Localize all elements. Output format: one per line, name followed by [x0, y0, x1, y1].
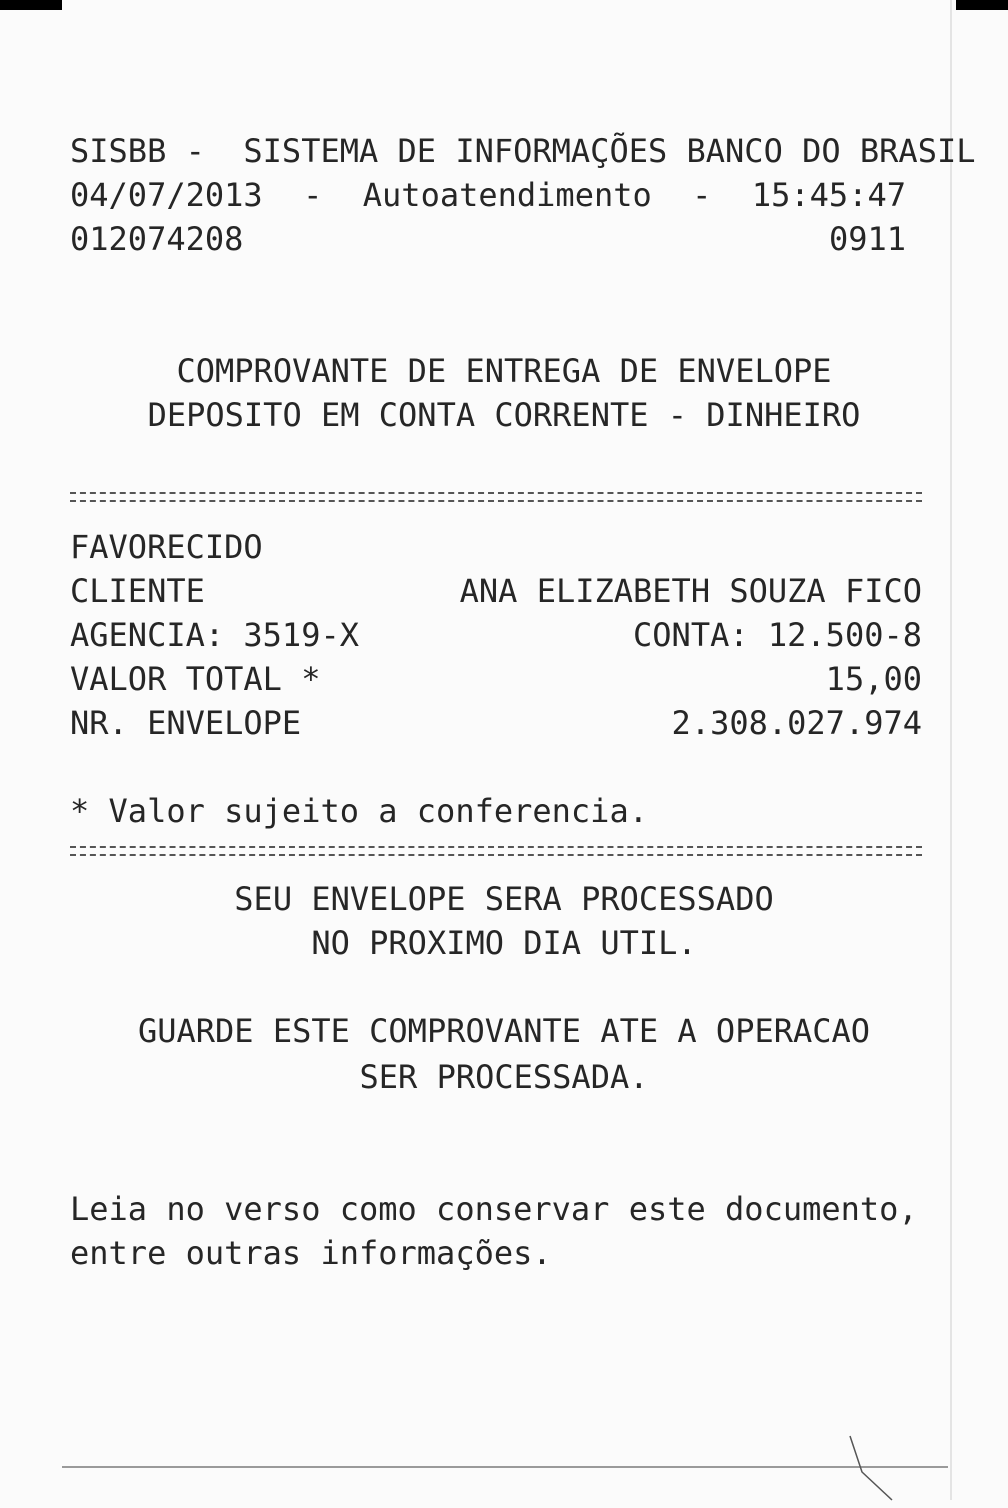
footer-line-2: entre outras informações. [70, 1234, 552, 1272]
envelope-row [70, 700, 922, 746]
sequence-code: 0911 [828, 220, 906, 258]
separator-line [70, 846, 922, 856]
paper-edge [950, 0, 952, 1500]
valor-row [70, 656, 922, 702]
paper-tear-mark [844, 1432, 896, 1502]
separator-line [70, 492, 922, 502]
header-system-line: SISBB - SISTEMA DE INFORMAÇÕES BANCO DO BRASIL [70, 132, 976, 170]
channel-name: Autoatendimento [362, 176, 652, 214]
keep-line-2: SER PROCESSADA. [359, 1058, 649, 1096]
valor-value: 15,00 [825, 660, 922, 698]
envelope-value: 2.308.027.974 [671, 704, 922, 742]
cliente-value: ANA ELIZABETH SOUZA FICO [459, 572, 922, 610]
keep-line-1: GUARDE ESTE COMPROVANTE ATE A OPERACAO [137, 1012, 871, 1050]
paper-bottom-edge [62, 1466, 948, 1468]
header-datetime-row [70, 172, 906, 218]
valor-note: * Valor sujeito a conferencia. [70, 792, 648, 830]
terminal-code: 012074208 [70, 220, 244, 258]
receipt-subtitle: DEPOSITO EM CONTA CORRENTE - DINHEIRO [147, 396, 861, 434]
receipt-title: COMPROVANTE DE ENTREGA DE ENVELOPE [176, 352, 832, 390]
valor-label: VALOR TOTAL * [70, 660, 321, 698]
footer-line-1: Leia no verso como conservar este documento, [70, 1190, 918, 1228]
cliente-row [70, 568, 922, 614]
separator: - [692, 176, 712, 214]
separator: - [303, 176, 323, 214]
cliente-label: CLIENTE [70, 572, 205, 610]
transaction-time: 15:45:47 [751, 176, 906, 214]
account-row [70, 612, 922, 658]
favorecido-label: FAVORECIDO [70, 528, 263, 566]
processing-line-1: SEU ENVELOPE SERA PROCESSADO [234, 880, 774, 918]
conta-value: CONTA: 12.500-8 [633, 616, 922, 654]
envelope-label: NR. ENVELOPE [70, 704, 302, 742]
scan-border-right [956, 0, 1008, 10]
scan-border-left [0, 0, 62, 10]
agencia-value: AGENCIA: 3519-X [70, 616, 359, 654]
header-codes-row [70, 216, 906, 262]
processing-line-2: NO PROXIMO DIA UTIL. [311, 924, 697, 962]
transaction-date: 04/07/2013 [70, 176, 263, 214]
